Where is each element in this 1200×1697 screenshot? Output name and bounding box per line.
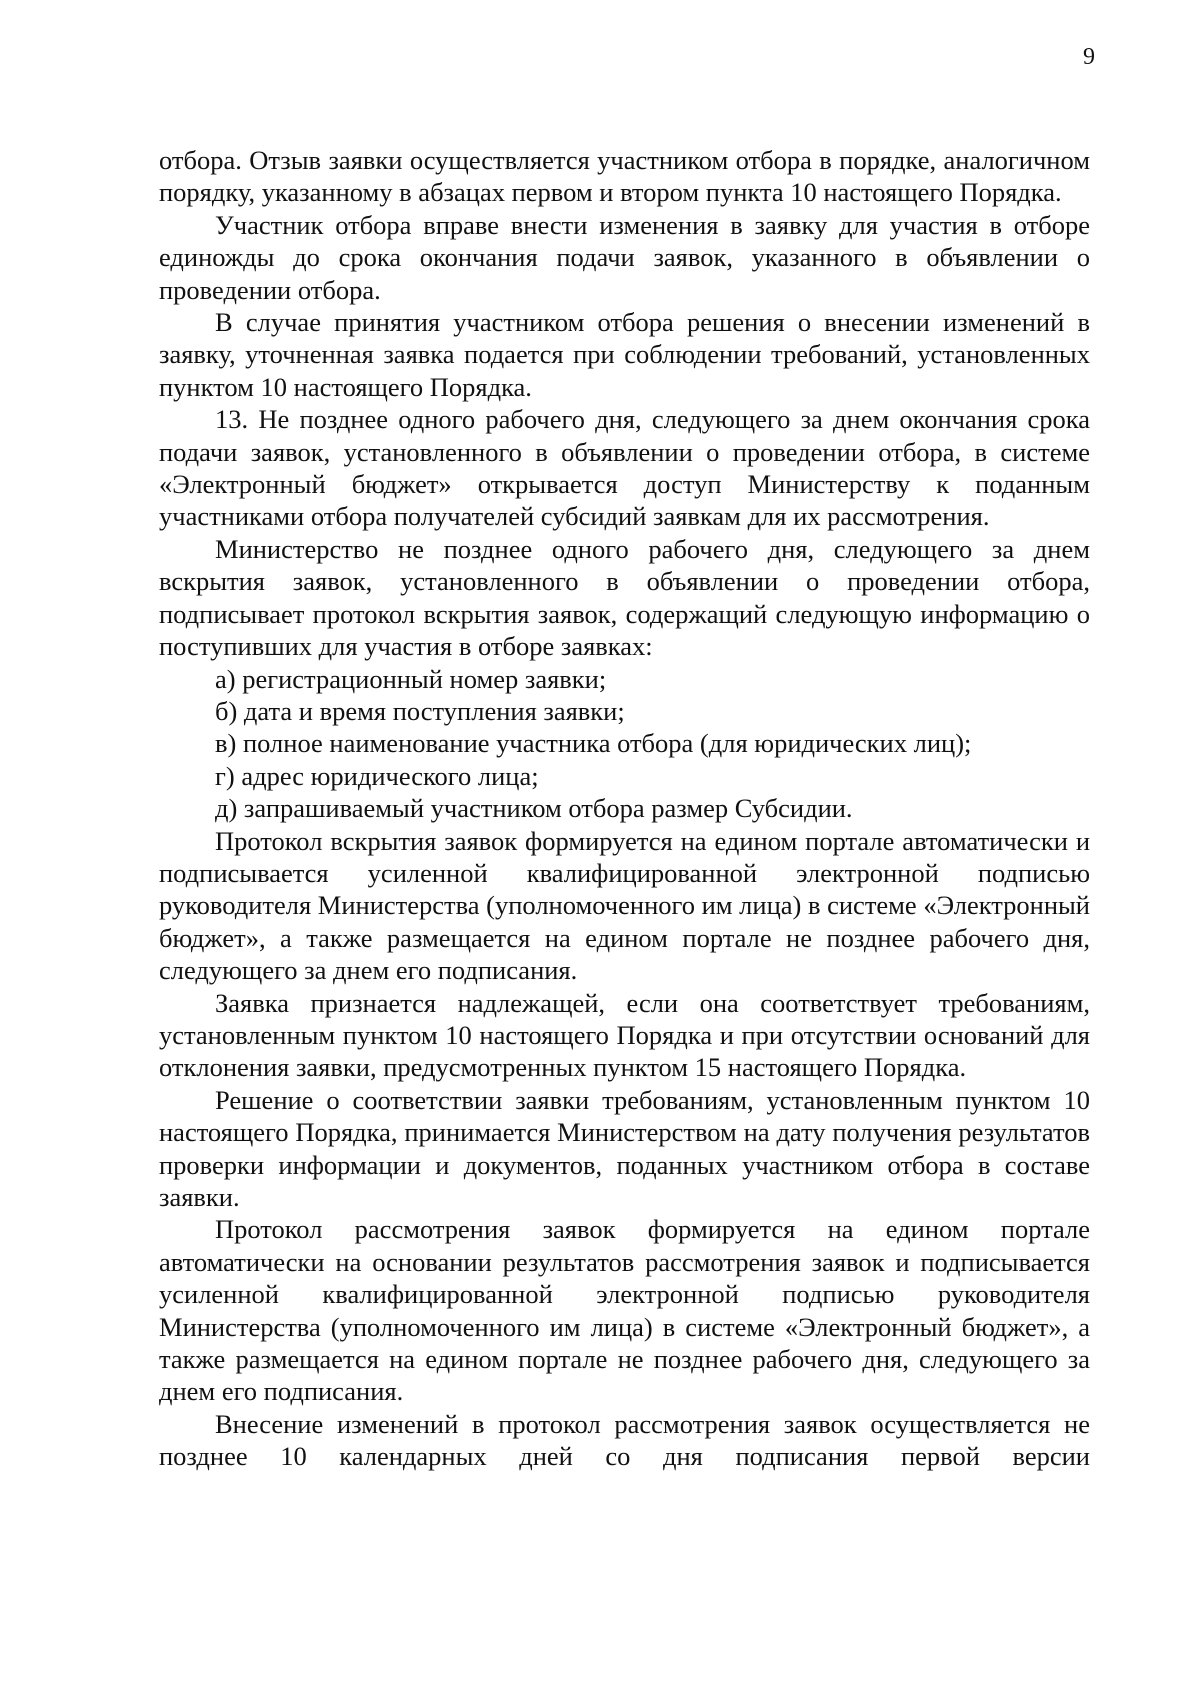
list-item-full-name: в) полное наименование участника отбора (для юридических лиц); xyxy=(215,728,972,759)
list-item-registration-number: а) регистрационный номер заявки; xyxy=(215,663,607,694)
paragraph-proper-application: Заявка признается надлежащей, если она соответствует требованиям, установленным пунктом 10 настоящего Порядка и при отсутствии оснований для отклонения заявки, предусмотренных пунктом 15 настоящего Порядка. xyxy=(159,987,1090,1083)
paragraph-amended-application: В случае принятия участником отбора решения о внесении изменений в заявку, уточненная заявка подается при соблюдении требований, установленных пунктом 10 настоящего Порядка. xyxy=(159,307,1090,402)
document-body xyxy=(159,144,1090,1473)
paragraph-opening-protocol-signing: Протокол вскрытия заявок формируется на едином портале автоматически и подписывается усиленной квалифицированной электронной подписью руководителя Министерства (уполномоченного им лица) в системе «Электронный бюджет», а также размещается на едином портале не позднее рабочего дня, следующего за днем его подписания. xyxy=(159,825,1090,986)
paragraph-clause-13: 13. Не позднее одного рабочего дня, следующего за днем окончания срока подачи заявок, установленного в объявлении о проведении отбора, в системе «Электронный бюджет» открывается доступ Министерству к поданным участниками отбора получателей субсидий заявкам для их рассмотрения. xyxy=(159,404,1090,532)
paragraph-continuation: отбора. Отзыв заявки осуществляется участником отбора в порядке, аналогичном порядку, указанному в абзацах первом и втором пункта 10 настоящего Порядка. xyxy=(159,145,1090,208)
list-item-date-time: б) дата и время поступления заявки; xyxy=(215,695,625,726)
list-item-subsidy-amount: д) запрашиваемый участником отбора размер Субсидии. xyxy=(215,793,853,824)
paragraph-opening-protocol: Министерство не позднее одного рабочего дня, следующего за днем вскрытия заявок, установленного в объявлении о проведении отбора, подписывает протокол вскрытия заявок, содержащий следующую информацию о поступивших для участия в отборе заявках: xyxy=(159,533,1090,662)
page-number: 9 xyxy=(1083,44,1095,70)
paragraph-amendment-right: Участник отбора вправе внести изменения в заявку для участия в отборе единожды до срока окончания подачи заявок, указанного в объявлении о проведении отбора. xyxy=(159,209,1090,305)
list-item-address: г) адрес юридического лица; xyxy=(215,760,539,791)
paragraph-protocol-changes: Внесение изменений в протокол рассмотрения заявок осуществляется не позднее 10 календарных дней со дня подписания первой версии xyxy=(159,1408,1090,1472)
paragraph-compliance-decision: Решение о соответствии заявки требованиям, установленным пунктом 10 настоящего Порядка, принимается Министерством на дату получения результатов проверки информации и документов, поданных участником отбора в составе заявки. xyxy=(159,1084,1090,1212)
paragraph-review-protocol: Протокол рассмотрения заявок формируется на едином портале автоматически на основании результатов рассмотрения заявок и подписывается усиленной квалифицированной электронной подписью руководителя Министерства (уполномоченного им лица) в системе «Электронный бюджет», а также размещается на едином портале не позднее рабочего дня, следующего за днем его подписания. xyxy=(159,1214,1090,1407)
